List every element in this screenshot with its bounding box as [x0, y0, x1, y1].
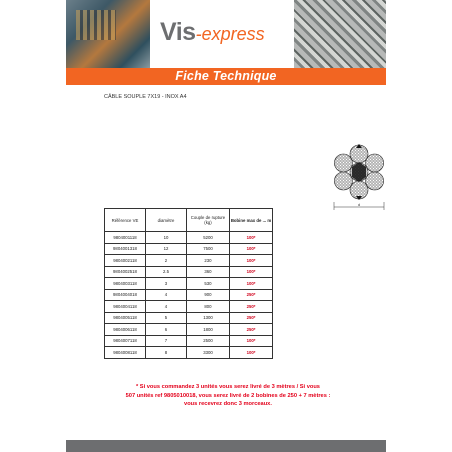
spec-table: [104, 208, 273, 359]
table-row: [105, 232, 273, 244]
table-row: [105, 324, 273, 336]
cell-reference: 9804001118: [105, 232, 146, 244]
cell-reference: 9804004018: [105, 289, 146, 301]
cell-diameter: 2.5: [146, 266, 187, 278]
cell-breaking-load: 2500: [187, 335, 230, 347]
cell-reference: 9804008118: [105, 347, 146, 359]
cell-breaking-load: 3300: [187, 347, 230, 359]
cell-diameter: 2: [146, 255, 187, 267]
table-row: [105, 301, 273, 313]
cell-reference: 9804002518: [105, 266, 146, 278]
header: [66, 0, 386, 68]
cell-max-reel: 100*: [230, 347, 273, 359]
diameter-label: d: [357, 202, 361, 207]
logo-sub: express: [201, 24, 265, 44]
table-header-row: [105, 209, 273, 232]
cell-max-reel: 100*: [230, 335, 273, 347]
cell-reference: 9804002118: [105, 255, 146, 267]
cable-cross-section-diagram: [324, 140, 394, 218]
tools-photo: [66, 0, 150, 68]
cell-diameter: 12: [146, 243, 187, 255]
cell-breaking-load: 230: [187, 255, 230, 267]
note-line-2: 507 unités ref 9805010018, vous serez livré de 2 bobines de 250 + 7 mètres :: [125, 392, 331, 399]
cell-max-reel: 250*: [230, 312, 273, 324]
strands: [334, 144, 383, 200]
product-title: CÂBLE SOUPLE 7X19 - INOX A4: [104, 94, 187, 100]
cell-breaking-load: 7500: [187, 243, 230, 255]
cell-max-reel: 100*: [230, 255, 273, 267]
cell-diameter: 3: [146, 278, 187, 290]
cell-breaking-load: 530: [187, 278, 230, 290]
cell-reference: 9804004118: [105, 301, 146, 313]
cell-diameter: 10: [146, 232, 187, 244]
table-row: [105, 266, 273, 278]
cell-diameter: 4: [146, 289, 187, 301]
cell-reference: 9804006118: [105, 324, 146, 336]
delivery-note: [98, 383, 358, 409]
cell-max-reel: 100*: [230, 278, 273, 290]
cell-reference: 9804001318: [105, 243, 146, 255]
cell-reference: 9804003118: [105, 278, 146, 290]
cell-breaking-load: 5200: [187, 232, 230, 244]
cell-breaking-load: 360: [187, 266, 230, 278]
logo: [160, 18, 300, 52]
cell-diameter: 5: [146, 312, 187, 324]
cell-diameter: 8: [146, 347, 187, 359]
cell-reference: 9804007118: [105, 335, 146, 347]
cell-breaking-load: 800: [187, 301, 230, 313]
cell-reference: 9804005118: [105, 312, 146, 324]
technical-sheet: [66, 0, 386, 452]
cell-max-reel: 250*: [230, 301, 273, 313]
cell-max-reel: 250*: [230, 289, 273, 301]
note-line-1: * Si vous commandez 3 unités vous serez livré de 3 mètres / Si vous: [136, 384, 320, 390]
cell-breaking-load: 1300: [187, 312, 230, 324]
table-row: [105, 335, 273, 347]
table-row: [105, 312, 273, 324]
cell-max-reel: 250*: [230, 324, 273, 336]
col-reference: Référence VE: [105, 209, 146, 232]
cell-diameter: 4: [146, 301, 187, 313]
logo-dash: -: [195, 24, 202, 44]
screws-photo: [294, 0, 386, 68]
table-row: [105, 278, 273, 290]
col-diameter: diamètre: [146, 209, 187, 232]
cell-breaking-load: 1800: [187, 324, 230, 336]
banner-title: Fiche Technique: [175, 69, 277, 83]
table-row: [105, 243, 273, 255]
cell-max-reel: 100*: [230, 243, 273, 255]
cell-diameter: 6: [146, 324, 187, 336]
col-max-reel: Bobine max de ... m: [230, 209, 273, 232]
col-breaking-load: Couple de rupture (kg): [187, 209, 230, 232]
cell-diameter: 7: [146, 335, 187, 347]
note-line-3: vous recevrez donc 3 morceaux.: [184, 401, 272, 408]
cell-max-reel: 100*: [230, 266, 273, 278]
cell-max-reel: 100*: [230, 232, 273, 244]
table-row: [105, 289, 273, 301]
cell-breaking-load: 900: [187, 289, 230, 301]
logo-main: Vis: [160, 18, 196, 46]
footer-bar: [66, 440, 386, 452]
table-row: [105, 255, 273, 267]
table-row: [105, 347, 273, 359]
